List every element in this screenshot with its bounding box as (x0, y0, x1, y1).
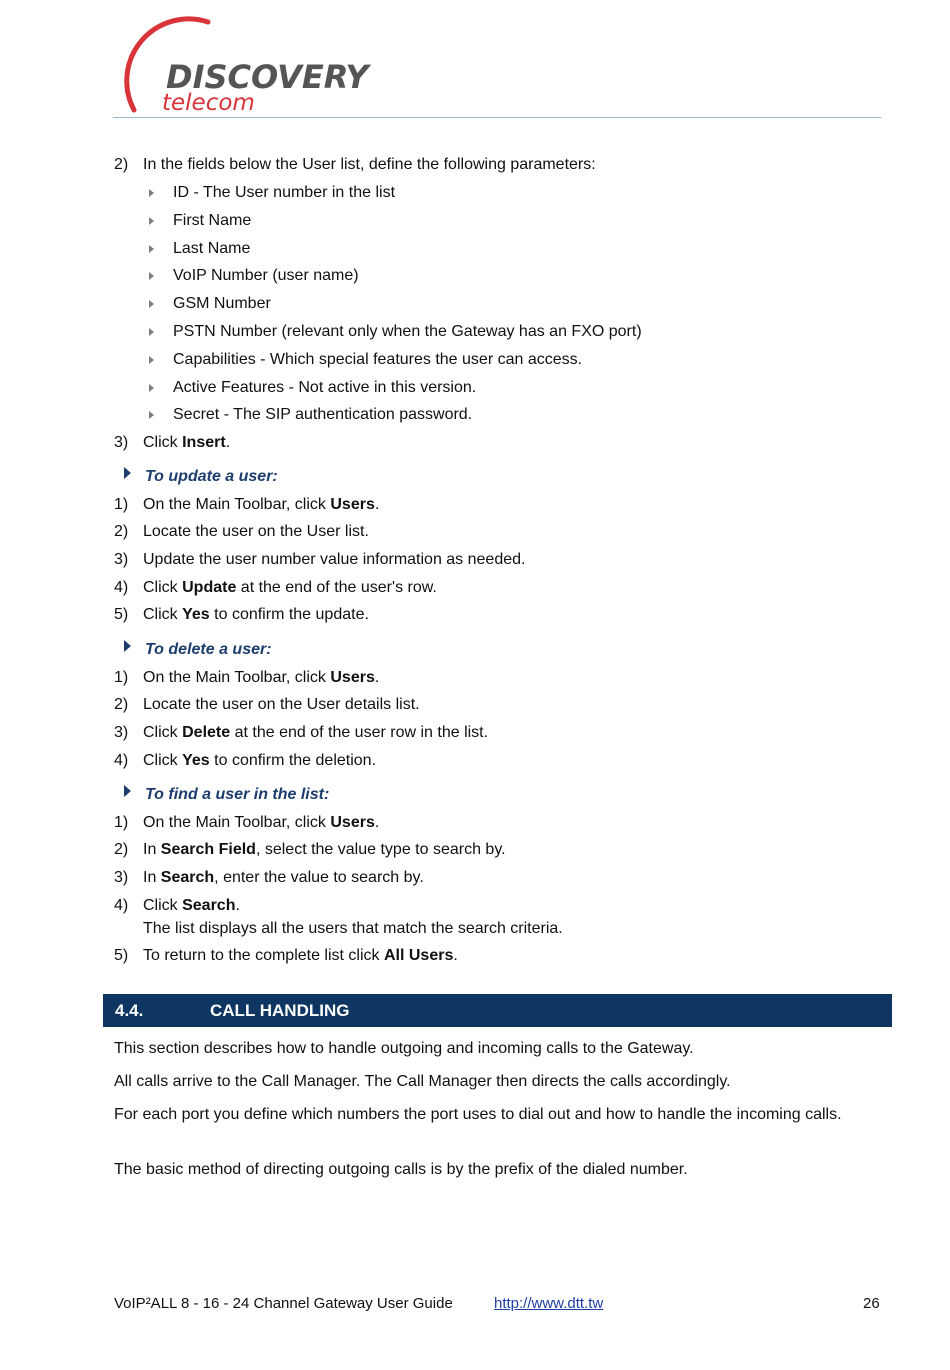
step-number: 2) (114, 156, 129, 173)
paragraph: For each port you define which numbers the port uses to dial out and how to handle the incoming calls. (114, 1106, 842, 1123)
step-number: 1) (114, 814, 129, 831)
parameter-item: ID - The User number in the list (173, 184, 396, 201)
parameter-item: Active Features - Not active in this version. (173, 379, 477, 396)
step-text: Click Search. (143, 897, 240, 914)
step-number: 2) (114, 523, 129, 540)
step-number: 4) (114, 752, 129, 769)
procedure-title-update: To update a user: (145, 468, 278, 485)
bullet-arrow-icon (149, 356, 154, 364)
step-text: Update the user number value information as needed. (143, 551, 526, 568)
section-title: CALL HANDLING (210, 1001, 350, 1020)
step-note: The list displays all the users that match the search criteria. (143, 920, 563, 937)
step-text: Locate the user on the User details list. (143, 696, 420, 713)
step-text: Click Update at the end of the user's row. (143, 579, 437, 596)
step-number: 2) (114, 696, 129, 713)
procedure-title-delete: To delete a user: (145, 641, 272, 658)
footer-url-link[interactable]: http://www.dtt.tw (494, 1295, 604, 1312)
logo-word-discovery: DISCOVERY (166, 58, 369, 96)
step-number: 5) (114, 606, 129, 623)
parameter-item: First Name (173, 212, 252, 229)
step-number: 4) (114, 579, 129, 596)
step-number: 3) (114, 434, 129, 451)
step-text: Click Delete at the end of the user row in the list. (143, 724, 489, 741)
paragraph: All calls arrive to the Call Manager. The Call Manager then directs the calls accordingly. (114, 1073, 731, 1090)
step-text: Locate the user on the User list. (143, 523, 369, 540)
procedure-arrow-icon (124, 785, 131, 797)
company-logo (112, 10, 372, 116)
step-text: In the fields below the User list, define the following parameters: (143, 156, 596, 173)
step-text: In Search, enter the value to search by. (143, 869, 424, 886)
logo-word-telecom: telecom (162, 90, 255, 116)
bullet-arrow-icon (149, 245, 154, 253)
section-heading-bar (103, 994, 892, 1027)
bullet-arrow-icon (149, 272, 154, 280)
parameter-item: Last Name (173, 240, 251, 257)
parameter-item: Secret - The SIP authentication password. (173, 406, 473, 423)
step-text: Click Yes to confirm the update. (143, 606, 369, 623)
paragraph: The basic method of directing outgoing calls is by the prefix of the dialed number. (114, 1161, 688, 1178)
step-text: Click Insert. (143, 434, 231, 451)
bullet-arrow-icon (149, 328, 154, 336)
parameter-item: PSTN Number (relevant only when the Gateway has an FXO port) (173, 323, 642, 340)
step-number: 3) (114, 869, 129, 886)
procedure-arrow-icon (124, 640, 131, 652)
section-number: 4.4. (115, 1001, 144, 1020)
step-text: On the Main Toolbar, click Users. (143, 496, 380, 513)
step-number: 4) (114, 897, 129, 914)
procedure-title-find: To find a user in the list: (145, 786, 330, 803)
step-number: 3) (114, 724, 129, 741)
parameter-item: Capabilities - Which special features the user can access. (173, 351, 583, 368)
parameter-item: VoIP Number (user name) (173, 267, 359, 284)
step-text: To return to the complete list click All Users. (143, 947, 458, 964)
page-number: 26 (863, 1295, 880, 1312)
step-number: 2) (114, 841, 129, 858)
step-text: In Search Field, select the value type to search by. (143, 841, 506, 858)
footer-guide-title: VoIP²ALL 8 - 16 - 24 Channel Gateway User Guide (114, 1295, 453, 1312)
step-number: 3) (114, 551, 129, 568)
step-text: On the Main Toolbar, click Users. (143, 669, 380, 686)
step-text: On the Main Toolbar, click Users. (143, 814, 380, 831)
header-rule (113, 117, 881, 118)
bullet-arrow-icon (149, 411, 154, 419)
procedure-arrow-icon (124, 467, 131, 479)
step-text: Click Yes to confirm the deletion. (143, 752, 377, 769)
step-number: 5) (114, 947, 129, 964)
bullet-arrow-icon (149, 189, 154, 197)
paragraph: This section describes how to handle outgoing and incoming calls to the Gateway. (114, 1040, 694, 1057)
bullet-arrow-icon (149, 384, 154, 392)
bullet-arrow-icon (149, 300, 154, 308)
bullet-arrow-icon (149, 217, 154, 225)
parameter-item: GSM Number (173, 295, 271, 312)
step-number: 1) (114, 496, 129, 513)
ui-term: Insert (182, 434, 226, 451)
step-number: 1) (114, 669, 129, 686)
